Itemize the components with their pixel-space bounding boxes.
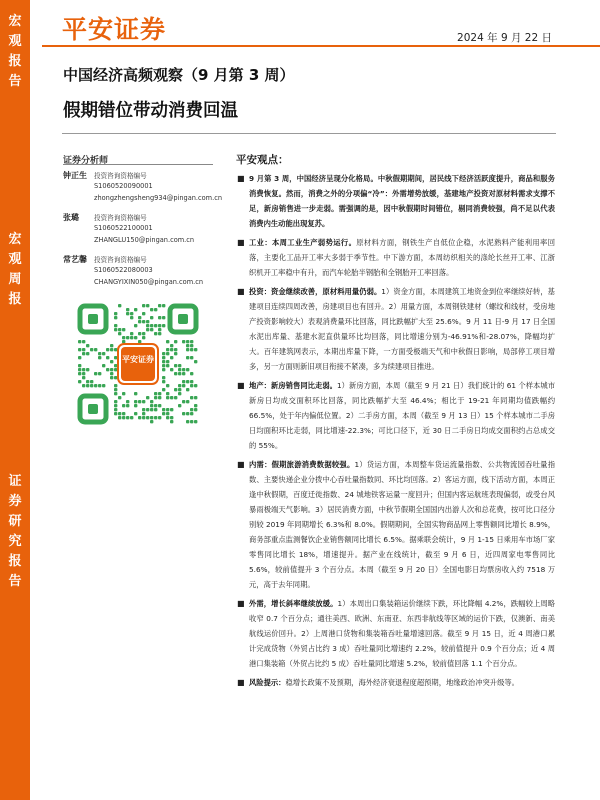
sidebar-label-text: 宏 观 周 报 (8, 232, 22, 307)
views-bullet (236, 235, 555, 280)
title-divider (62, 133, 556, 134)
views-bullet (236, 675, 555, 690)
bullet-marker-icon: ■ (237, 287, 245, 296)
bullet-lead: 风险提示： (249, 678, 286, 687)
bullet-marker-icon: ■ (237, 174, 245, 183)
views-bullet-list (236, 171, 555, 690)
bullet-text: 原材料方面，钢铁生产自低位企稳，水泥熟料产能利用率回落，主要化工品开工率大多弱于季节性。中下游方面，本周纺织相关的涤纶长丝开工率、江浙织机开工率稳中有升，而汽车轮胎半钢胎和全钢胎开工率回落。 (249, 238, 556, 277)
analyst-email[interactable]: CHANGYIXIN050@pingan.com.cn (94, 278, 204, 286)
analyst-email[interactable]: zhongzhengsheng934@pingan.com.cn (94, 194, 222, 202)
sidebar-label-research (0, 472, 30, 592)
bullet-text: 1）货运方面，本周整车货运流量指数、公共物流园吞吐量指数、主要快递企业分拨中心吞吐量指数同、环比均回落。2）客运方面，线下活动方面，本周正逢中秋假期，百度迁徙指数、24 城地铁客运量一度回升；但国内客运航班表现偏弱，或受台风暴雨极端天气影响。3）居民消费方面，中秋节假期全国国内出游人次和总花费，按可比口径分别较 2019 年同期增长 6.3%和 8.0%。假期期间，全国实物商品网上零售额同比增长 8.9%，商务部重点监测餐饮企业销售额同比增长 6.5%。据乘联会统计，9 月 1-15 日乘用车市场厂家零售同比增长 18%，增速提升。据产业在线统计，截至 9 月 6 日，近四周家电零售同比 5.6%，较前值提升 3 个百分点。本周（截至 9 月 20 日）全国电影日均票房收入约 7518 万元，高于去年同期。 (249, 460, 556, 589)
company-logo: 平安证券 (62, 15, 167, 44)
views-bullet (236, 284, 555, 374)
bullet-text: 9 月第 3 周，中国经济呈现分化格局。中秋假期期间，居民线下经济活跃度提升，商品和服务消费恢复。然而，消费之外的分项偏“冷”：外需增势放缓，基建地产投资对原材料需求支撑不足，新房销售进一步走弱。需强调的是，因中秋假期时间错位，剔同消费较强，尚不足以代表消费内生动能出现复苏。 (249, 174, 555, 228)
cert-number: S1060522080003 (94, 266, 153, 274)
bullet-marker-icon: ■ (237, 678, 245, 687)
sidebar-label-text: 证 券 研 究 报 告 (8, 474, 22, 589)
report-subtitle: 假期错位带动消费回温 (63, 101, 238, 121)
analyst-entry (63, 254, 223, 296)
analyst-name: 钟正生 (63, 171, 87, 180)
analyst-list (63, 170, 223, 296)
sidebar-label-weekly (0, 230, 30, 310)
sidebar-label-macro-report (0, 12, 30, 92)
views-bullet (236, 378, 555, 453)
cert-label: 投资咨询资格编号 (94, 214, 147, 222)
views-bullet (236, 457, 555, 592)
cert-label: 投资咨询资格编号 (94, 172, 147, 180)
views-bullet (236, 171, 555, 231)
analyst-email[interactable]: ZHANGLU150@pingan.com.cn (94, 236, 195, 244)
views-title: 平安观点： (236, 154, 289, 166)
bullet-text: 1）新房方面，本周（截至 9 月 21 日）我们统计的 61 个样本城市新房日均成交面积环比回落，同比跌幅扩大至 46.4%；相比于 19-21 年同期均值跌幅约 66.5%，处于年内偏低位置。2）二手房方面，本周（截至 9 月 13 日）15 个样本城市二手房日均面积环比走弱，同比增速-22.3%；可比口径下，近 30 日二手房日均成交面积约占总成交的 55%。 (249, 381, 555, 450)
analyst-entry (63, 170, 223, 212)
bullet-lead: 内需：假期旅游消费数据较强。 (249, 460, 355, 469)
bullet-text: 1）资金方面，本周建筑工地资金到位率继续好转，基建项目连续四周改善，房建项目也有回升。2）用量方面，本周钢铁建材（螺纹和线材，受房地产投资影响较大）表观消费量环比回落，同比跌幅扩大至 25.6%。9 月 11 日-9 月 17 日全国水泥出库量、基建水泥直供量环比均回落，同比增速分别为-46.91%和-28.07%，降幅均扩大。百年建筑网表示，本期出库量下降，一方面受极端天气和中秋假日影响，局部停工项目增多，另一方面则新旧项目衔接不紧凑，多为续建项目推进。 (249, 287, 555, 371)
sidebar (0, 0, 30, 800)
report-date: 2024 年 9 月 22 日 (457, 32, 552, 44)
sidebar-label-text: 宏 观 报 告 (8, 14, 22, 89)
views-section (236, 152, 555, 694)
bullet-marker-icon: ■ (237, 381, 245, 390)
qr-center-logo-text: 平安证券 (122, 355, 154, 364)
bullet-lead: 工业：本周工业生产弱势运行。 (249, 238, 357, 247)
analysts-divider (63, 164, 213, 165)
bullet-lead: 地产：新房销售同比走弱。 (249, 381, 337, 390)
bullet-marker-icon: ■ (237, 238, 245, 247)
bullet-text: 稳增长政策不及预期，海外经济衰退程度超预期，地缘政治冲突升级等。 (285, 678, 519, 687)
analyst-entry (63, 212, 223, 254)
cert-label: 投资咨询资格编号 (94, 256, 147, 264)
bullet-marker-icon: ■ (237, 460, 245, 469)
analysts-heading: 证券分析师 (63, 156, 109, 166)
analyst-name: 张璐 (63, 213, 79, 222)
analyst-name: 常艺馨 (63, 255, 87, 264)
cert-number: S1060522100001 (94, 224, 153, 232)
qr-code[interactable] (74, 300, 202, 428)
bullet-marker-icon: ■ (237, 599, 245, 608)
bullet-text: 1）本周出口集装箱运价继续下跌，环比降幅 4.2%，跌幅较上周略收窄 0.7 个百分点；通往美西、欧洲、东南亚、东西非航线等区域的运价下跌，仅澳新、南美航线运价回升。2）上周港口货物和集装箱吞吐量增速回落。截至 9 月 15 日，近 4 周港口累计完成货物（外贸占比约 3 成）吞吐量同比增速约 2.2%，较前值提升 0.9 个百分点；近 4 周港口集装箱（外贸占比约 5 成）吞吐量同比增速 5.2%，较前值回落 1.1 个百分点。 (249, 599, 556, 668)
header-divider (42, 45, 600, 47)
bullet-lead: 外需，增长斜率继续放缓。 (249, 599, 338, 608)
report-title: 中国经济高频观察（9 月第 3 周） (63, 66, 295, 84)
cert-number: S1060520090001 (94, 182, 153, 190)
bullet-lead: 投资：资金继续改善，原材料用量仍弱。 (249, 287, 382, 296)
views-bullet (236, 596, 555, 671)
